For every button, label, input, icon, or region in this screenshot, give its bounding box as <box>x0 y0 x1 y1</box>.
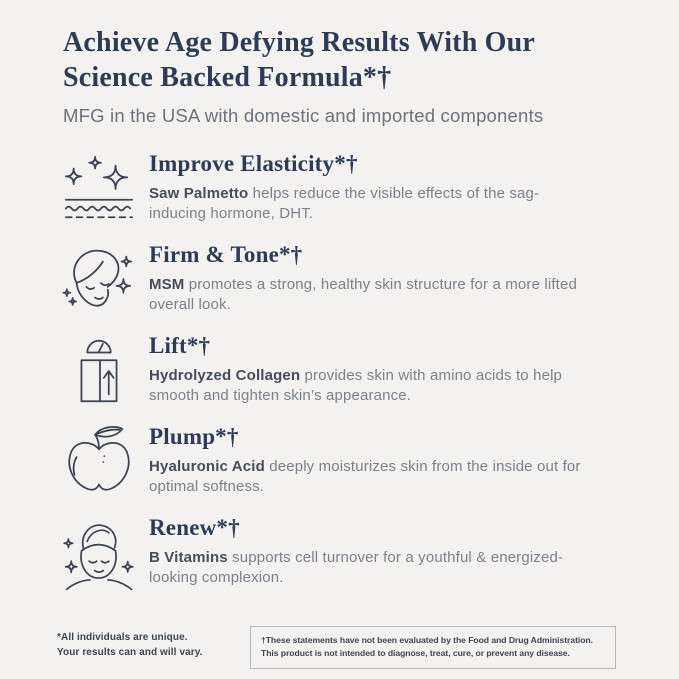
footnote-line2: Your results can and will vary. <box>57 646 203 658</box>
benefit-text: deeply moisturizes skin from the inside out for optimal softness. <box>149 458 581 496</box>
spa-towel-face-icon <box>57 515 141 597</box>
feature-description <box>149 457 586 498</box>
page-subtitle: MFG in the USA with domestic and imported components <box>63 105 544 127</box>
footnote-line1: *All individuals are unique. <box>57 632 188 643</box>
ingredient-name: Hydrolyzed Collagen <box>149 367 301 384</box>
feature-title: Improve Elasticity*† <box>149 151 358 176</box>
sparkles-skin-layers-icon <box>57 151 141 233</box>
feature-title: Plump*† <box>149 424 239 449</box>
feature-description <box>149 275 586 316</box>
feature-title: Renew*† <box>149 515 240 540</box>
feature-description <box>149 548 586 589</box>
feature-text <box>149 424 586 498</box>
ingredient-name: Saw Palmetto <box>149 185 249 202</box>
results-vary-footnote <box>57 631 203 660</box>
fda-disclaimer-box <box>250 626 616 669</box>
ingredient-name: MSM <box>149 276 185 293</box>
benefit-text: supports cell turnover for a youthful & energized-looking complexion. <box>149 549 564 587</box>
benefit-text: promotes a strong, healthy skin structure for a more lifted overall look. <box>149 276 577 314</box>
benefit-text: provides skin with amino acids to help smooth and tighten skin’s appearance. <box>149 367 563 405</box>
fda-disclaimer-line2: This product is not intended to diagnose, treat, cure, or prevent any disease. <box>261 648 570 659</box>
feature-description <box>149 184 586 225</box>
feature-title: Lift*† <box>149 333 211 358</box>
feature-title: Firm & Tone*† <box>149 242 303 267</box>
feature-row-lift <box>57 333 642 424</box>
face-sparkles-icon <box>57 242 141 324</box>
feature-text <box>149 151 586 225</box>
feature-row-renew <box>57 515 642 606</box>
peach-icon <box>57 424 141 506</box>
feature-text <box>149 242 586 316</box>
feature-row-firm-tone <box>57 242 642 333</box>
page-title: Achieve Age Defying Results With Our Science Backed Formula*† <box>63 27 535 93</box>
feature-row-plump <box>57 424 642 515</box>
feature-list <box>57 151 642 606</box>
header <box>63 26 625 127</box>
benefit-text: helps reduce the visible effects of the sag-inducing hormone, DHT. <box>149 185 540 223</box>
feature-row-improve-elasticity <box>57 151 642 242</box>
ingredient-name: Hyaluronic Acid <box>149 458 265 475</box>
ingredient-name: B Vitamins <box>149 549 228 566</box>
feature-text <box>149 515 586 589</box>
elevator-up-arrow-icon <box>57 333 141 415</box>
feature-description <box>149 366 586 407</box>
fda-disclaimer-line1: †These statements have not been evaluated by the Food and Drug Administration. <box>261 635 593 645</box>
feature-text <box>149 333 586 407</box>
